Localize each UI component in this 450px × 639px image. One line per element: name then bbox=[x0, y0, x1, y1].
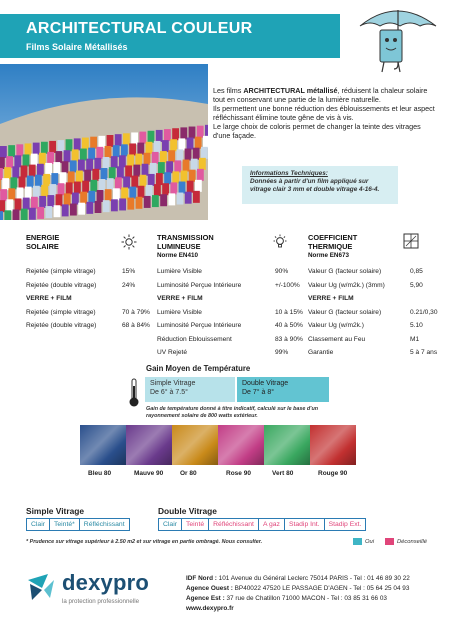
address-ouest bbox=[186, 584, 410, 594]
address-idf-label: IDF Nord : bbox=[186, 575, 217, 582]
legend-oui-swatch bbox=[353, 538, 362, 545]
facade-tile bbox=[8, 145, 15, 157]
facade-tile bbox=[25, 187, 32, 199]
facade-tile bbox=[88, 148, 95, 160]
facade-tile bbox=[39, 153, 46, 165]
facade-tile bbox=[56, 194, 63, 206]
coefficient-row-label: Valeur G (facteur solaire) bbox=[308, 308, 382, 316]
transmission-row-label: Lumière Visible bbox=[157, 308, 202, 316]
facade-tile bbox=[162, 140, 169, 152]
facade-tile bbox=[80, 149, 87, 161]
transmission-title-2: LUMINEUSE bbox=[157, 241, 201, 251]
facade-tile bbox=[189, 170, 196, 182]
facade-tile bbox=[101, 168, 108, 180]
facade-tile bbox=[129, 143, 136, 155]
facade-tile bbox=[31, 197, 38, 209]
info-title: Informations Techniques: bbox=[250, 170, 328, 177]
facade-tile bbox=[62, 204, 69, 216]
facade-tile bbox=[23, 154, 30, 166]
facade-tile bbox=[74, 138, 81, 150]
facade-tile bbox=[88, 191, 95, 203]
facade-tile bbox=[15, 198, 22, 210]
facade-tile bbox=[51, 173, 58, 185]
coefficient-norm: Norme EN673 bbox=[308, 252, 349, 259]
facade-tile bbox=[96, 147, 103, 159]
energie-title-1: ENERGIE bbox=[26, 233, 60, 242]
facade-tile bbox=[0, 189, 7, 201]
facade-tile bbox=[160, 194, 167, 206]
transmission-norm: Norme EN410 bbox=[157, 252, 198, 259]
thermometer-icon bbox=[128, 378, 140, 408]
simple-vitrage-title: Simple Vitrage bbox=[26, 506, 85, 516]
transmission-row-label: Lumière Visible bbox=[157, 268, 202, 275]
facade-tile bbox=[33, 143, 40, 155]
address-ouest-label: Agence Ouest : bbox=[186, 585, 233, 592]
facade-tile bbox=[64, 193, 71, 205]
page-subtitle: Films Solaire Métallisés bbox=[26, 42, 128, 52]
facade-tile bbox=[68, 171, 75, 183]
facade-tile bbox=[72, 149, 79, 161]
facade-tile bbox=[166, 161, 173, 173]
transmission-row-label: Luminosité Perçue Intérieure bbox=[157, 322, 242, 329]
facade-tile bbox=[14, 155, 21, 167]
transmission-row-value: 90% bbox=[275, 268, 289, 275]
website-link[interactable]: www.dexypro.fr bbox=[186, 605, 234, 612]
facade-tile bbox=[148, 131, 155, 143]
facade-tile bbox=[53, 162, 60, 174]
energie-row-value: 15% bbox=[122, 268, 136, 275]
coefficient-row-value: 5 à 7 ans bbox=[410, 349, 438, 356]
option-clair: Clair bbox=[27, 519, 50, 530]
facade-tile bbox=[172, 171, 179, 183]
facade-tile bbox=[72, 193, 79, 205]
coefficient-row-label: Classement au Feu bbox=[308, 335, 366, 343]
facade-tile bbox=[10, 177, 17, 189]
option-teint-: Teinté bbox=[182, 519, 209, 530]
brand-tagline: la protection professionnelle bbox=[62, 598, 140, 605]
option-stadip-ext-: Stadip Ext. bbox=[328, 521, 362, 528]
facade-tile bbox=[41, 185, 48, 197]
facade-tile bbox=[136, 197, 143, 209]
facade-tile bbox=[195, 180, 202, 192]
facade-tile bbox=[27, 176, 34, 188]
facade-tile bbox=[133, 165, 140, 177]
facade-tile bbox=[0, 146, 7, 158]
facade-tile bbox=[125, 165, 132, 177]
facade-tile bbox=[82, 181, 89, 193]
energie-row-label: Rejetée (double vitrage) bbox=[26, 322, 97, 329]
facade-tile bbox=[78, 203, 85, 215]
transmission-row-value: 99% bbox=[275, 349, 289, 356]
facade-tile bbox=[123, 176, 130, 188]
facade-tile bbox=[135, 154, 142, 166]
facade-tile bbox=[23, 198, 30, 210]
transmission-row-label: Luminosité Perçue Intérieure bbox=[157, 281, 242, 289]
coefficient-row-label: VERRE + FILM bbox=[308, 295, 354, 302]
facade-tile bbox=[164, 172, 171, 184]
energie-row-value: 68 à 84% bbox=[122, 322, 150, 329]
facade-tile bbox=[4, 167, 11, 179]
option-stadip-int-: Stadip Int. bbox=[285, 519, 325, 530]
facade-tile bbox=[144, 196, 151, 208]
facade-tile bbox=[80, 192, 87, 204]
facade-tile bbox=[45, 163, 52, 175]
facade-tile bbox=[185, 149, 192, 161]
swatch-or-80 bbox=[172, 425, 218, 465]
facade-tile bbox=[94, 158, 101, 170]
facade-tile bbox=[113, 188, 120, 200]
facade-tile bbox=[13, 209, 20, 220]
facade-tile bbox=[47, 152, 54, 164]
facade-tile bbox=[21, 165, 28, 177]
facade-tile bbox=[29, 165, 36, 177]
facade-tile bbox=[64, 150, 71, 162]
gain-title: Gain Moyen de Température bbox=[146, 364, 251, 373]
info-text: Données à partir d'un film appliqué sur vitrage clair 3 mm et double vitrage 4-16-4. bbox=[250, 178, 380, 193]
energie-title-2: SOLAIRE bbox=[26, 241, 59, 251]
double-vitrage-options bbox=[158, 518, 366, 531]
facade-tile bbox=[105, 189, 112, 201]
facade-tile bbox=[90, 137, 97, 149]
swatch-label: Bleu 80 bbox=[88, 470, 112, 477]
double-gain-value: De 7° à 8° bbox=[242, 388, 275, 396]
facade-tile bbox=[170, 182, 177, 194]
facade-tile bbox=[197, 126, 204, 138]
facade-tile bbox=[113, 145, 120, 157]
facade-tile bbox=[0, 200, 5, 212]
facade-tile bbox=[193, 191, 200, 203]
facade-tile bbox=[92, 169, 99, 181]
option-clair: Clair bbox=[159, 519, 182, 530]
facade-tile bbox=[99, 179, 106, 191]
facade-tile bbox=[16, 144, 23, 156]
intro-prefix: Les films bbox=[213, 86, 242, 95]
coefficient-row-label: Garantie bbox=[308, 349, 334, 356]
legend-deconseille-label: Déconseillé bbox=[397, 539, 427, 545]
simple-gain-value: De 6° à 7.5° bbox=[150, 388, 188, 396]
facade-tile bbox=[66, 139, 73, 151]
facade-tile bbox=[148, 174, 155, 186]
facade-tile bbox=[12, 166, 19, 178]
coefficient-title-1: COEFFICIENT bbox=[308, 233, 358, 242]
facade-tile bbox=[162, 183, 169, 195]
facade-tile bbox=[98, 136, 105, 148]
facade-tile bbox=[142, 164, 149, 176]
gain-note: Gain de température donné à titre indicatif, calculé sur le base d'un rayonnement solaire de 800 watts extérieur. bbox=[146, 406, 319, 419]
facade-tile bbox=[78, 160, 85, 172]
address-ouest-text: BP40022 47520 LE PASSAGE D'AGEN - Tel : 05 64 25 04 93 bbox=[234, 585, 410, 592]
facade-tile bbox=[187, 181, 194, 193]
facade-tile bbox=[74, 182, 81, 194]
transmission-row-label: Réduction Eblouissement bbox=[157, 335, 232, 343]
technical-info-box bbox=[242, 166, 398, 204]
address-idf-text: 101 Avenue du Général Leclerc 75014 PARIS - Tel : 01 46 89 30 22 bbox=[218, 575, 410, 582]
facade-tile bbox=[0, 157, 5, 169]
facade-tile bbox=[189, 127, 196, 139]
facade-tile bbox=[154, 184, 161, 196]
facade-tile bbox=[181, 171, 188, 183]
lightbulb-icon bbox=[272, 234, 288, 250]
page-title: ARCHITECTURAL COULEUR bbox=[26, 20, 253, 37]
facade-tile bbox=[70, 160, 77, 172]
facade-tile bbox=[103, 157, 110, 169]
transmission-row-value: 10 à 15% bbox=[275, 308, 303, 316]
swatch-bleu-80 bbox=[80, 425, 126, 465]
facade-tile bbox=[86, 202, 93, 214]
facade-tile bbox=[105, 146, 112, 158]
facade-tile bbox=[176, 149, 183, 161]
facade-tile bbox=[193, 148, 200, 160]
facade-tile bbox=[129, 187, 136, 199]
facade-tile bbox=[152, 195, 159, 207]
facade-tile bbox=[152, 152, 159, 164]
facade-tile bbox=[37, 207, 44, 219]
facade-tile bbox=[131, 176, 138, 188]
transmission-row-value: 83 à 90% bbox=[275, 335, 303, 343]
facade-tile bbox=[201, 147, 208, 159]
facade-tile bbox=[179, 182, 186, 194]
facade-tile bbox=[103, 200, 110, 212]
facade-tile bbox=[62, 161, 69, 173]
facade-tile bbox=[19, 176, 26, 188]
coefficient-row-value: 0,85 bbox=[410, 268, 423, 275]
facade-tile bbox=[35, 175, 42, 187]
facade-tile bbox=[84, 170, 91, 182]
swatch-vert-80 bbox=[264, 425, 310, 465]
facade-tile bbox=[195, 137, 202, 149]
facade-tile bbox=[121, 144, 128, 156]
sun-icon bbox=[121, 234, 137, 250]
energie-row-label: Rejetée (simple vitrage) bbox=[26, 268, 96, 275]
address-est-label: Agence Est : bbox=[186, 595, 225, 602]
transmission-row-value: +/-100% bbox=[275, 281, 300, 289]
facade-tile bbox=[121, 187, 128, 199]
facade-tile bbox=[131, 132, 138, 144]
facade-tile bbox=[115, 177, 122, 189]
double-gain-label: Double Vitrage bbox=[242, 380, 289, 387]
simple-gain-label: Simple Vitrage bbox=[150, 380, 196, 387]
facade-tile bbox=[76, 171, 83, 183]
facade-tile bbox=[37, 164, 44, 176]
facade-tile bbox=[127, 198, 134, 210]
facade-tile bbox=[33, 186, 40, 198]
facade-tile bbox=[164, 129, 171, 141]
coefficient-row-value: 5.10 bbox=[410, 322, 423, 329]
legend-deconseille-swatch bbox=[385, 538, 394, 545]
facade-tile bbox=[70, 204, 77, 216]
facade-tile bbox=[170, 139, 177, 151]
facade-tile bbox=[150, 163, 157, 175]
facade-tile bbox=[31, 154, 38, 166]
facade-tile bbox=[146, 142, 153, 154]
intro-text bbox=[213, 86, 435, 140]
swatch-label: Or 80 bbox=[180, 470, 197, 477]
facade-tile bbox=[54, 205, 61, 217]
facade-tile bbox=[107, 178, 114, 190]
swatch-label: Rouge 90 bbox=[318, 470, 348, 477]
option-teint-: Teinté* bbox=[50, 519, 80, 530]
facade-tile bbox=[199, 158, 206, 170]
coefficient-row-value: M1 bbox=[410, 335, 420, 343]
brand-name: dexypro bbox=[62, 570, 149, 595]
energie-row-label: Rejetée (simple vitrage) bbox=[26, 308, 96, 316]
simple-vitrage-gain bbox=[145, 377, 235, 402]
facade-tile bbox=[178, 138, 185, 150]
facade-tile bbox=[25, 143, 32, 155]
facade-tile bbox=[127, 154, 134, 166]
facade-tile bbox=[137, 143, 144, 155]
facade-tile bbox=[187, 138, 194, 150]
facade-tile bbox=[197, 169, 204, 181]
facade-tile bbox=[180, 127, 187, 139]
transmission-row-label: UV Rejeté bbox=[157, 349, 188, 356]
address-idf bbox=[186, 574, 410, 584]
facade-tile bbox=[183, 160, 190, 172]
swatch-rouge-90 bbox=[310, 425, 356, 465]
addresses bbox=[186, 574, 410, 614]
facade-tile bbox=[146, 185, 153, 197]
facade-tile bbox=[156, 130, 163, 142]
facade-tile bbox=[58, 183, 65, 195]
facade-tile bbox=[6, 156, 13, 168]
facade-tile bbox=[144, 153, 151, 165]
swatch-rose-90 bbox=[218, 425, 264, 465]
facade-tile bbox=[191, 159, 198, 171]
facade-tile bbox=[66, 182, 73, 194]
coefficient-title-2: THERMIQUE bbox=[308, 241, 353, 251]
intro-p2: Ils permettent une bonne réduction des éblouissements et leur aspect réfléchissant élimine toute gêne de vis à vis. bbox=[213, 104, 435, 122]
energie-row-label: Rejetée (double vitrage) bbox=[26, 281, 97, 289]
option-a-gaz: A gaz bbox=[259, 519, 285, 530]
facade-tile bbox=[138, 186, 145, 198]
address-est bbox=[186, 594, 410, 604]
facade-tile bbox=[140, 175, 147, 187]
swatch-label: Rose 90 bbox=[226, 470, 251, 477]
facade-tile bbox=[158, 162, 165, 174]
facade-tile bbox=[205, 125, 208, 137]
facade-tile bbox=[82, 138, 89, 150]
facade-tile bbox=[29, 208, 36, 220]
facade-tile bbox=[49, 141, 56, 153]
transmission-row-label: VERRE + FILM bbox=[157, 295, 203, 302]
prudence-note: * Prudence sur vitrage supérieur à 2.50 m2 et sur vitrage en partie ombragé. Nous consulter. bbox=[26, 539, 263, 545]
facade-tile bbox=[203, 136, 208, 148]
swatch-label: Vert 80 bbox=[272, 470, 294, 477]
facade-tile bbox=[86, 159, 93, 171]
transmission-row-value: 40 à 50% bbox=[275, 322, 303, 329]
facade-tile bbox=[109, 167, 116, 179]
double-vitrage-title: Double Vitrage bbox=[158, 506, 217, 516]
facade-tile bbox=[90, 180, 97, 192]
facade-tile bbox=[139, 132, 146, 144]
facade-tile bbox=[17, 187, 24, 199]
facade-tile bbox=[0, 211, 3, 220]
facade-tile bbox=[107, 135, 114, 147]
facade-tile bbox=[21, 209, 28, 220]
energie-row-label: VERRE + FILM bbox=[26, 295, 72, 302]
window-icon bbox=[403, 233, 419, 249]
facade-tile bbox=[168, 150, 175, 162]
facade-tile bbox=[154, 141, 161, 153]
coefficient-row-value: 0.21/0,30 bbox=[410, 308, 438, 316]
facade-tile bbox=[49, 184, 56, 196]
double-vitrage-gain bbox=[237, 377, 329, 402]
facade-tile bbox=[115, 134, 122, 146]
facade-tile bbox=[160, 151, 167, 163]
transmission-title-1: TRANSMISSION bbox=[157, 233, 214, 242]
umbrella-mascot-icon bbox=[350, 4, 445, 76]
facade-tile bbox=[172, 128, 179, 140]
facade-tile bbox=[55, 151, 62, 163]
option-r-fl-chissant: Réfléchissant bbox=[83, 521, 125, 528]
facade-photo bbox=[0, 64, 208, 220]
coefficient-row-value: 5,90 bbox=[410, 281, 423, 289]
facade-tile bbox=[117, 166, 124, 178]
facade-tile bbox=[168, 193, 175, 205]
facade-tile bbox=[156, 173, 163, 185]
facade-tile bbox=[111, 156, 118, 168]
facade-tile bbox=[45, 206, 52, 218]
facade-tile bbox=[185, 192, 192, 204]
facade-tile bbox=[57, 140, 64, 152]
facade-tile bbox=[119, 155, 126, 167]
swatch-mauve-90 bbox=[126, 425, 172, 465]
facade-tile bbox=[95, 201, 102, 213]
facade-tile bbox=[8, 188, 15, 200]
facade-tile bbox=[97, 190, 104, 202]
title-banner bbox=[0, 14, 340, 58]
facade-tile bbox=[119, 198, 126, 210]
facade-tile bbox=[123, 133, 130, 145]
option-r-fl-chissant: Réfléchissant bbox=[209, 519, 259, 530]
facade-tile bbox=[177, 193, 184, 205]
swatch-label: Mauve 90 bbox=[134, 470, 164, 477]
logo-mark-icon bbox=[26, 572, 56, 602]
dexypro-logo bbox=[26, 570, 166, 610]
facade-tile bbox=[60, 172, 67, 184]
legend-oui-label: Oui bbox=[365, 539, 375, 545]
intro-bold: ARCHITECTURAL métallisé bbox=[243, 86, 338, 95]
facade-tile bbox=[174, 160, 181, 172]
facade-tile bbox=[39, 196, 46, 208]
intro-rest: , réduisent la chaleur solaire tout en conservant une partie de la lumière naturelle. bbox=[213, 86, 428, 104]
energie-row-value: 70 à 79% bbox=[122, 308, 150, 316]
energie-row-value: 24% bbox=[122, 281, 136, 289]
facade-tile bbox=[111, 199, 118, 211]
coefficient-row-label: Valeur Ug (w/m2k.) (3mm) bbox=[308, 281, 385, 289]
simple-vitrage-options bbox=[26, 518, 130, 531]
facade-tile bbox=[47, 195, 54, 207]
facade-tile bbox=[41, 142, 48, 154]
intro-p3: Le large choix de coloris permet de changer la teinte des vitrages d'une façade. bbox=[213, 122, 421, 140]
facade-tile bbox=[6, 199, 13, 211]
address-est-text: 37 rue de Chatillon 71000 MACON - Tel : 03 85 31 66 03 bbox=[226, 595, 387, 602]
coefficient-row-label: Valeur G (facteur solaire) bbox=[308, 268, 382, 275]
coefficient-row-label: Valeur Ug (w/m2k.) bbox=[308, 322, 364, 329]
facade-tile bbox=[43, 174, 50, 186]
facade-tile bbox=[4, 210, 11, 220]
facade-tile bbox=[2, 178, 9, 190]
